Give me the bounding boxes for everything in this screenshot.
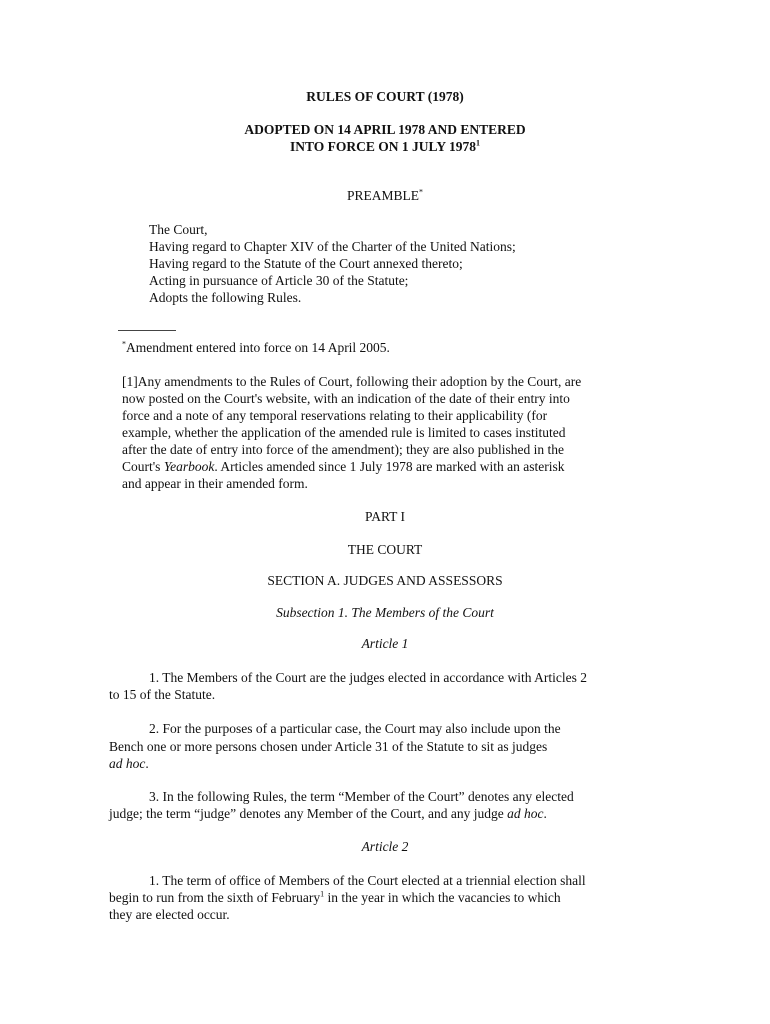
preamble-heading	[0, 188, 770, 204]
footnote-star-marker: *	[122, 339, 126, 349]
footnote-1-line-1: [1]Any amendments to the Rules of Court, following their adoption by the Court, are	[122, 374, 582, 389]
part-title: THE COURT	[347, 542, 423, 557]
footnote-star-text: Amendment entered into force on 14 April 2005.	[126, 340, 390, 355]
article-1-p1-line-2: to 15 of the Statute.	[109, 687, 216, 702]
article-1-p3-line-2-post: .	[543, 806, 547, 821]
article-1-p2-line-1: 2. For the purposes of a particular case, the Court may also include upon the	[149, 721, 561, 736]
ad-hoc-term: ad hoc	[109, 756, 146, 771]
article-1-p2-line-3-post: .	[145, 756, 149, 771]
footnote-1-line-7: and appear in their amended form.	[122, 476, 308, 491]
footnote-divider	[118, 330, 176, 331]
preamble-line-5: Adopts the following Rules.	[149, 290, 302, 305]
preamble-line-4: Acting in pursuance of Article 30 of the Statute;	[149, 273, 409, 288]
footnote-1-line-6-pre: Court's	[122, 459, 164, 474]
article-2-p1-line-2	[109, 889, 561, 907]
article-2-p1-line-3: they are elected occur.	[109, 907, 230, 922]
preamble-heading-text: PREAMBLE	[346, 188, 419, 203]
footnote-1-line-2: now posted on the Court's website, with an indication of the date of their entry into	[122, 391, 570, 406]
preamble-line-2: Having regard to Chapter XIV of the Charter of the United Nations;	[149, 239, 516, 254]
footnote-1-line-3: force and a note of any temporal reservations relating to their applicability (for	[122, 408, 548, 423]
article-2-heading: Article 2	[361, 839, 409, 854]
article-2-p1-line-2-post: in the year in which the vacancies to which	[324, 890, 561, 905]
document-subtitle-line2	[0, 139, 770, 155]
article-1-p2-line-2: Bench one or more persons chosen under Article 31 of the Statute to sit as judges	[109, 739, 548, 754]
document-subtitle-line1: ADOPTED ON 14 APRIL 1978 AND ENTERED	[244, 122, 526, 137]
article-1-heading: Article 1	[361, 636, 409, 651]
footnote-marker-star: *	[419, 187, 423, 197]
part-label: PART I	[364, 509, 406, 524]
footnote-star	[122, 339, 390, 356]
preamble-line-1: The Court,	[149, 222, 208, 237]
footnote-marker-1: 1	[475, 138, 480, 148]
article-2-p1-line-1: 1. The term of office of Members of the Court elected at a triennial election shall	[149, 873, 586, 888]
article-1-p2-line-3	[109, 755, 149, 773]
footnote-marker-1: 1	[320, 889, 325, 899]
footnote-1-line-5: after the date of entry into force of the amendment); they are also published in the	[122, 442, 564, 457]
yearbook-title: Yearbook	[163, 459, 215, 474]
section-heading: SECTION A. JUDGES AND ASSESSORS	[267, 573, 503, 588]
subtitle-text: INTO FORCE ON 1 JULY 1978	[290, 139, 476, 154]
article-1-p3-line-2-pre: judge; the term “judge” denotes any Member of the Court, and any judge	[109, 806, 508, 821]
document-title: RULES OF COURT (1978)	[306, 89, 464, 104]
article-1-p3-line-1: 3. In the following Rules, the term “Member of the Court” denotes any elected	[149, 789, 574, 804]
preamble-line-3: Having regard to the Statute of the Court annexed thereto;	[149, 256, 463, 271]
footnote-1-line-6	[122, 458, 564, 475]
subsection-heading: Subsection 1. The Members of the Court	[276, 605, 494, 620]
article-2-p1-line-2-pre: begin to run from the sixth of February	[109, 890, 321, 905]
footnote-1-line-6-post: . Articles amended since 1 July 1978 are marked with an asterisk	[214, 459, 565, 474]
footnote-1-line-4: example, whether the application of the amended rule is limited to cases instituted	[122, 425, 566, 440]
article-1-p3-line-2	[109, 805, 547, 823]
article-1-p1-line-1: 1. The Members of the Court are the judges elected in accordance with Articles 2	[149, 670, 587, 685]
ad-hoc-term: ad hoc	[507, 806, 544, 821]
